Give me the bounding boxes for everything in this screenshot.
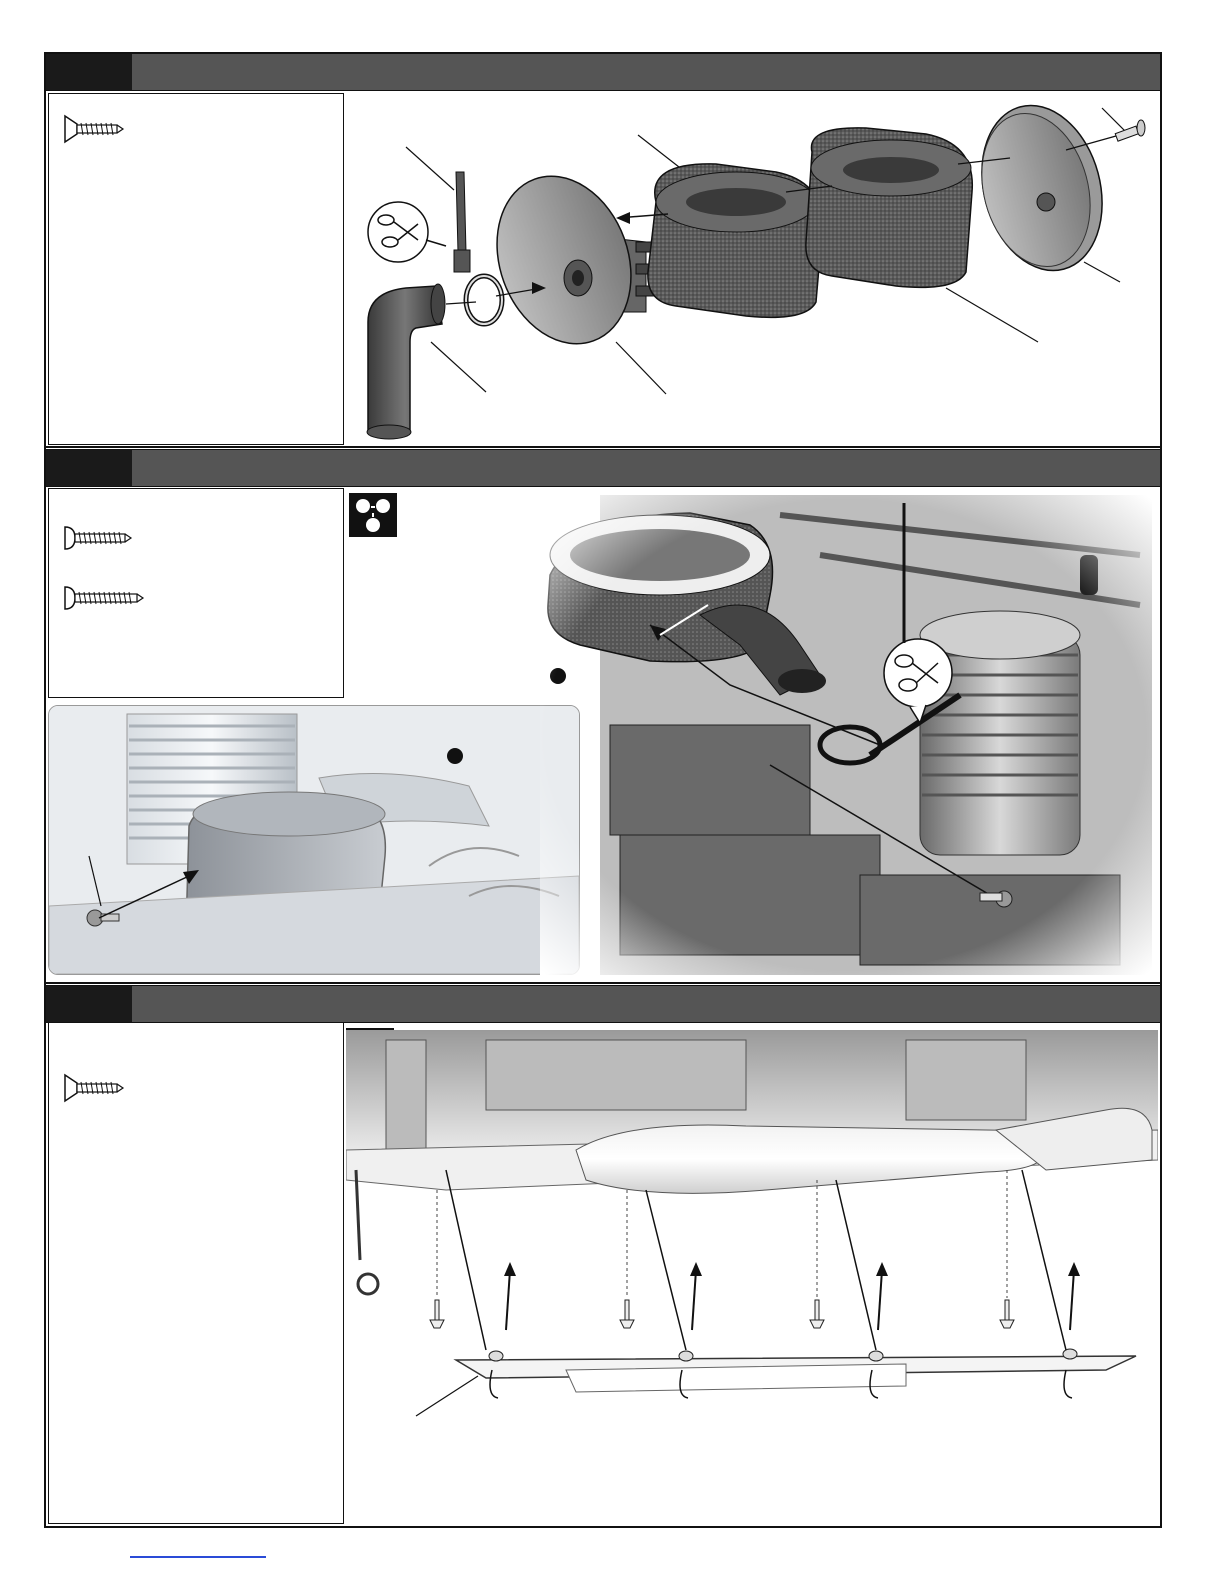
section-divider-1: [46, 446, 1160, 448]
inset-engine-illustration: [49, 706, 579, 974]
exhaust-guard-illustration: [346, 1030, 1158, 1430]
inset-detail-view: [48, 705, 580, 975]
assembly-order-icon: [349, 493, 397, 537]
filter-backing-plate: [474, 157, 672, 362]
step-number-3: [46, 986, 132, 1022]
guard-screws: [430, 1300, 1014, 1328]
parts-box-1: [48, 93, 344, 445]
flat-head-screw-icon-3: [61, 1073, 131, 1103]
long-button-head-screw-icon: [61, 583, 151, 613]
button-head-screw-icon: [61, 523, 141, 553]
rubber-boot: [367, 284, 445, 439]
inner-foam-element: [806, 128, 972, 288]
parts-box-3: [48, 1022, 344, 1524]
step-number-1: [46, 54, 132, 90]
step-number-2: [46, 450, 132, 486]
parts-box-2: [48, 488, 344, 698]
flat-head-screw-icon: [61, 114, 131, 144]
callout-marker-b: [447, 748, 463, 764]
air-filter-exploded-diagram: [346, 92, 1158, 446]
filter-front-cover: [964, 92, 1120, 284]
step-header-2: [46, 449, 1160, 487]
section-divider-2: [46, 982, 1160, 984]
zip-tie: [454, 172, 502, 324]
scissors-icon: [368, 202, 446, 262]
footer-link-underline[interactable]: [130, 1556, 266, 1558]
outer-foam-element: [648, 164, 822, 317]
step-header-3: [46, 985, 1160, 1023]
step-header-1: [46, 53, 1160, 91]
exhaust-guard: [456, 1349, 1136, 1398]
cover-screw: [1115, 120, 1145, 141]
engine-install-illustration: [540, 495, 1152, 975]
